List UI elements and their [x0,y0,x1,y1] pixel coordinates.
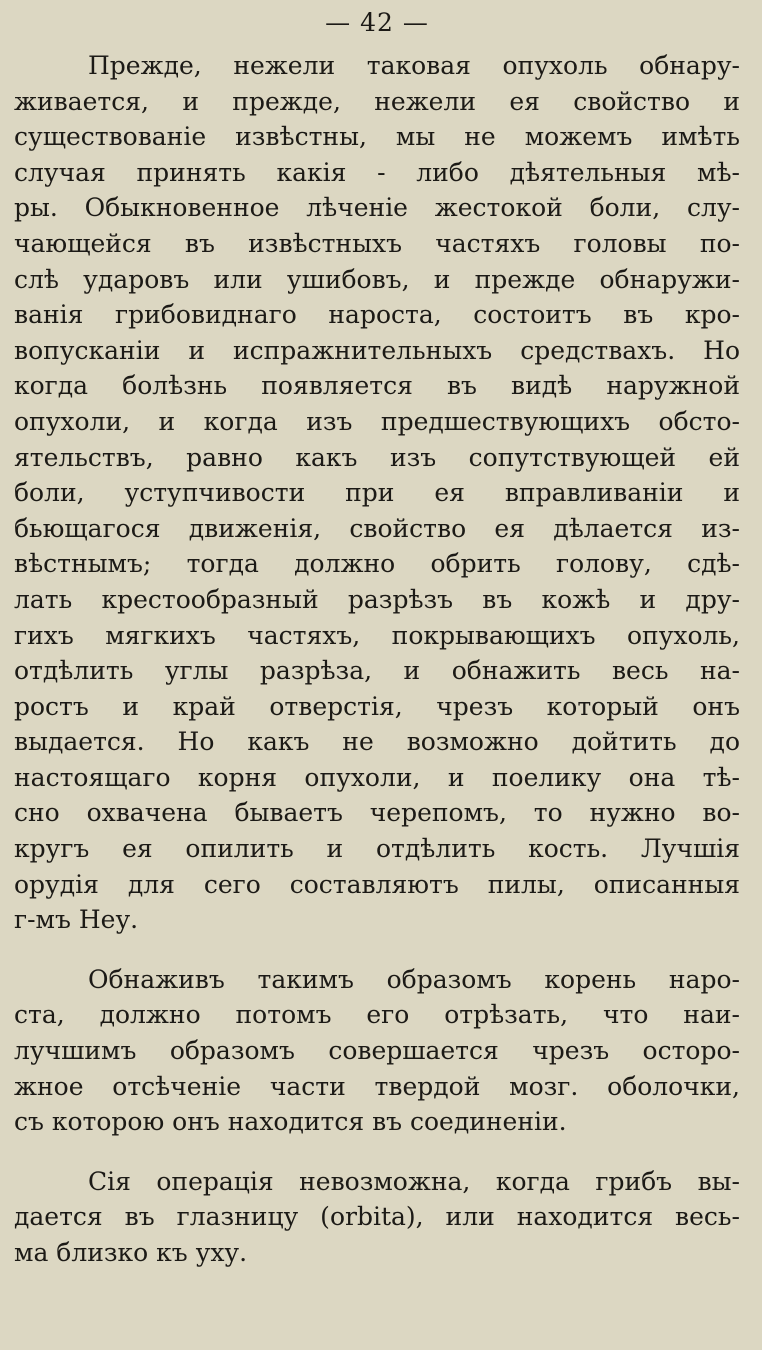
paragraph-1 [14,48,740,938]
text-line: живается, и прежде, нежели ея свойство и [14,86,740,116]
paragraph-2 [14,962,740,1140]
text-line: ятельствъ, равно какъ изъ сопутствующей ей [14,442,740,472]
text-line: чающейся въ извѣстныхъ частяхъ головы по- [14,228,740,258]
text-line: лучшимъ образомъ совершается чрезъ осторо- [14,1036,740,1066]
text-line: опухоли, и когда изъ предшествующихъ обсто- [14,406,740,436]
paragraph-3 [14,1164,740,1271]
text-line: когда болѣзнь появляется въ видѣ наружной [14,371,740,401]
text-line: выдается. Но какъ не возможно дойтить до [14,727,740,757]
text-line: бьющагося движенія, свойство ея дѣлается из- [14,513,740,543]
text-line: Обнаживъ такимъ образомъ корень наро- [88,964,740,994]
text-line: Прежде, нежели таковая опухоль обнару- [88,51,740,80]
text-line: случая принять какія - либо дѣятельныя мѣ- [14,157,740,187]
text-line: сно охвачена бываетъ черепомъ, то нужно во- [14,798,740,828]
text-line: Сія операція невозможна, когда грибъ вы- [88,1166,740,1196]
text-line: ры. Обыкновенное лѣченіе жестокой боли, слу- [14,193,740,223]
text-line: ма близко къ уху. [14,1238,248,1267]
text-line: ванія грибовиднаго нароста, состоитъ въ кро- [14,300,740,330]
page-number: — 42 — [325,8,429,37]
text-line: орудія для сего составляютъ пилы, описанныя [14,869,740,899]
text-line: лать крестообразный разрѣзъ въ кожѣ и дру- [14,584,740,614]
text-line: существованіе извѣстны, мы не можемъ имѣть [14,122,740,152]
text-line: вопусканіи и испражнительныхъ средствахъ. Но [14,335,740,365]
text-line: отдѣлить углы разрѣза, и обнажить весь на- [14,656,740,686]
text-line: дается въ глазницу (orbita), или находится весь- [14,1202,740,1232]
text-line: гихъ мягкихъ частяхъ, покрывающихъ опухоль, [14,620,740,650]
text-line: настоящаго корня опухоли, и поелику она тѣ- [14,762,740,792]
text-line: боли, уступчивости при ея вправливаніи и [14,478,740,508]
text-line: вѣстнымъ; тогда должно обрить голову, сдѣ- [14,549,740,579]
text-line: г-мъ Неу. [14,905,139,935]
text-line: ростъ и край отверстія, чрезъ который онъ [14,691,740,721]
text-line: ста, должно потомъ его отрѣзать, что наи- [14,1000,740,1030]
text-line: съ которою онъ находится въ соединеніи. [14,1107,567,1137]
text-line: слѣ ударовъ или ушибовъ, и прежде обнаружи- [14,264,740,294]
text-line: кругъ ея опилить и отдѣлить кость. Лучшія [14,834,740,864]
text-line: жное отсѣченіе части твердой мозг. оболочки, [14,1071,740,1101]
